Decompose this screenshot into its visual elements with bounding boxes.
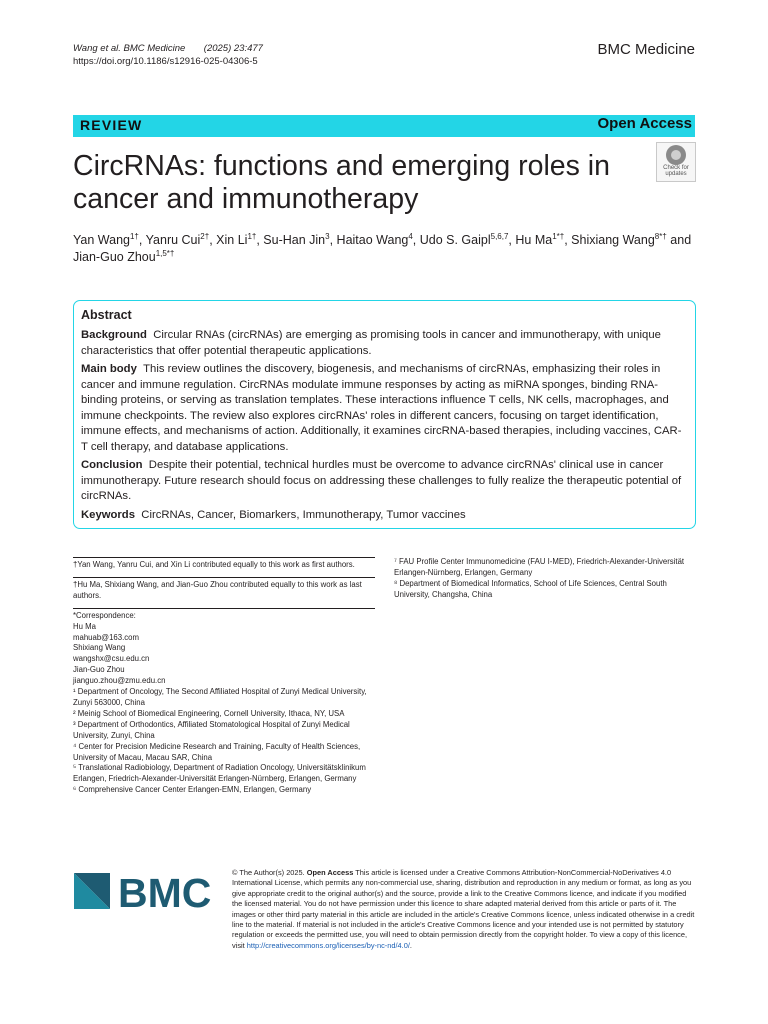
license-notice: © The Author(s) 2025. Open Access This article is licensed under a Creative Commons Attribution-NonCommercial-NoDerivatives 4.0 International License, which permits any non-commercial use, sharing, distribution and reproduction in any medium or format, as long as you give appropriate credit to the original author(s) and the source, provide a link to the Creative Commons licence, and indicate if you modified the licensed material. You do not have permission under this licence to share adapted material derived from this article or parts of it. The images or other third party material in this article are included in the article's Creative Commons licence, unless indicated otherwise in a credit line to the material. If material is not included in the article's Creative Commons licence and your intended use is not permitted by statutory regulation or exceeds the permitted use, you will need to obtain permission directly from the copyright holder. To view a copy of this licence, visit http://creativecommons.org/licenses/by-nc-nd/4.0/. [232, 868, 695, 950]
check-for-updates-button[interactable] [656, 142, 696, 182]
copyright-text: © The Author(s) 2025. [232, 868, 305, 877]
article-type-bar [73, 115, 695, 137]
abstract-box [73, 300, 696, 529]
affiliation-8: ⁸ Department of Biomedical Informatics, School of Life Sciences, Central South University, Changsha, China [394, 578, 667, 599]
correspondence-line: Hu Ma [73, 621, 96, 631]
correspondence-line: ⁵ Translational Radiobiology, Department of Radiation Oncology, Universitätsklinikum Erlangen, Friedrich-Alexander-Universität Erlangen-Nürnberg, Erlangen, Germany [73, 763, 366, 784]
article-type-label: REVIEW [80, 117, 143, 133]
license-link[interactable]: http://creativecommons.org/licenses/by-nc-nd/4.0/ [246, 940, 410, 950]
author-list: Yan Wang$^{1\dagger}$, Yanru Cui$^{2\dagger}$, Xin $Li^{1\dagger}$, Su-Han Jin$^3$, Haitao Wang$^4$, Udo S. Gaipl$^{5,6,7}$, Hu $Ma^{1*\dagger}$, Shixiang Wang$^{8*\dagger}$ and Jian-Guo Zhou$^{1,5*\dagger}$ [73, 231, 692, 264]
correspondence-line: ² Meinig School of Biomedical Engineering, Cornell University, Ithaca, NY, USA [73, 708, 345, 718]
author-name[interactable]: Xin Li [216, 233, 248, 247]
header-citation: Wang et al. BMC Medicine [73, 43, 186, 54]
abstract-keywords [81, 508, 687, 524]
correspondence-line: ⁴ Center for Precision Medicine Research and Training, Faculty of Health Sciences, University of Macau, Macau SAR, China [73, 741, 361, 762]
abstract-main-body [81, 362, 687, 455]
bmc-logo [74, 873, 214, 909]
author-affiliation-marks: 2† [200, 231, 210, 241]
journal-name: BMC Medicine [597, 41, 695, 58]
author-name[interactable]: Shixiang Wang [571, 233, 655, 247]
correspondence-line: ⁶ Comprehensive Cancer Center Erlangen-EMN, Erlangen, Germany [73, 785, 312, 795]
author-name[interactable]: Yanru Cui [145, 233, 201, 247]
check-updates-line2: updates [665, 171, 687, 177]
main-body-text: This review outlines the discovery, biogenesis, and mechanisms of circRNAs, emphasizing their roles in cancer and immune regulation. CircRNAs modulate immune responses by acting as miRNA sponges, binding RNA-binding proteins, or serving as translation templates. These interactions influence T cells, NK cells, macrophages, and immune checkpoints. The review also explores circRNAs' roles in different cancers, focusing on target identification, immune effects, and mechanisms of action. Additionally, it examines circRNA-based therapies, including vaccines, CAR-T cell therapy, and database applications. [81, 363, 682, 453]
abstract-heading: Abstract [81, 308, 132, 322]
bmc-logo-icon [74, 873, 214, 909]
footnote-first-authors: †Yan Wang, Yanru Cui, and Xin Li contributed equally to this work as first authors. [73, 560, 355, 569]
author-name[interactable]: Yan Wang [73, 233, 130, 247]
background-label: Background [81, 329, 147, 341]
bmc-logo-text: BMC [118, 873, 212, 909]
footnotes-left [73, 557, 375, 796]
correspondence-line: Jian-Guo Zhou [73, 665, 125, 675]
header-doi-link[interactable]: https://doi.org/10.1186/s12916-025-04306-5 [73, 56, 258, 67]
running-header [73, 42, 263, 68]
check-updates-icon [666, 145, 686, 165]
correspondence-line: ³ Department of Orthodontics, Affiliated Stomatological Hospital of Zunyi Medical University, Zunyi, China [73, 719, 350, 740]
footnote-last-authors: †Hu Ma, Shixiang Wang, and Jian-Guo Zhou contributed equally to this work as last authors. [73, 579, 362, 600]
open-access-label: Open Access [597, 115, 692, 132]
author-name[interactable]: Jian-Guo Zhou [73, 250, 156, 264]
author-affiliation-marks: 1† [129, 231, 139, 241]
correspondence-line: ¹ Department of Oncology, The Second Affiliated Hospital of Zunyi Medical University, Zunyi 563000, China [73, 687, 367, 707]
background-text: Circular RNAs (circRNAs) are emerging as promising tools in cancer and immunotherapy, with unique characteristics that offer potential therapeutic applications. [81, 329, 661, 357]
article-title: CircRNAs: functions and emerging roles in cancer and immunotherapy [73, 150, 610, 215]
author-affiliation-marks: 1*† [552, 231, 565, 241]
abstract-conclusion [81, 458, 687, 505]
header-volume: (2025) 23:477 [203, 43, 263, 54]
correspondence-line: *Correspondence: [73, 610, 136, 620]
correspondence-line[interactable]: wangshx@csu.edu.cn [73, 654, 150, 664]
check-updates-line1: Check for [663, 165, 689, 171]
keywords-label: Keywords [81, 508, 135, 521]
author-affiliation-marks: 1† [247, 231, 257, 241]
correspondence-line: Shixiang Wang [73, 643, 126, 653]
correspondence-line[interactable]: jianguo.zhou@zmu.edu.cn [73, 676, 166, 686]
correspondence-block [73, 611, 375, 796]
author-name[interactable]: Hu Ma [515, 233, 553, 247]
license-text: This article is licensed under a Creative Commons Attribution-NonCommercial-NoDerivatives 4.0 International License, which permits any non-commercial use, sharing, distribution and reproduction in any medium or format, as long as you give appropriate credit to the original author(s) and the source, provide a link to the Creative Commons licence, and indicate if you modified the licensed material. You do not have permission under this licence to share adapted material derived from this article or parts of it. The images or other third party material in this article are included in the article's Creative Commons licence, unless indicated otherwise in a credit line to the material. If material is not included in the article's Creative Commons licence and your intended use is not permitted by statutory regulation or exceeds the permitted use, you will need to obtain permission directly from the copyright holder. To view a copy of this licence, visit [232, 868, 695, 950]
main-body-label: Main body [81, 363, 137, 375]
author-affiliation-marks: 5,6,7 [490, 231, 509, 241]
author-name[interactable]: Haitao Wang [336, 233, 409, 247]
affiliation-7: ⁷ FAU Profile Center Immunomedicine (FAU I-MED), Friedrich-Alexander-Universität Erlangen-Nürnberg, Erlangen, Germany [394, 557, 685, 577]
author-affiliation-marks: 1,5*† [155, 248, 175, 258]
license-open-access: Open Access [306, 868, 354, 877]
conclusion-text: Despite their potential, technical hurdles must be overcome to advance circRNAs' clinical use in cancer immunotherapy. Future research should focus on addressing these challenges to fully realize the therapeutic potential of circRNAs. [81, 459, 682, 502]
footnotes-right [394, 557, 695, 601]
author-name[interactable]: Su-Han Jin [263, 233, 326, 247]
correspondence-line[interactable]: mahuab@163.com [73, 632, 139, 642]
author-name[interactable]: Udo S. Gaipl [419, 233, 491, 247]
author-affiliation-marks: 4 [408, 231, 413, 241]
author-affiliation-marks: 8*† [654, 231, 667, 241]
conclusion-label: Conclusion [81, 459, 143, 471]
keywords-text: CircRNAs, Cancer, Biomarkers, Immunotherapy, Tumor vaccines [141, 508, 466, 521]
abstract-background [81, 328, 687, 359]
author-affiliation-marks: 3 [325, 231, 330, 241]
